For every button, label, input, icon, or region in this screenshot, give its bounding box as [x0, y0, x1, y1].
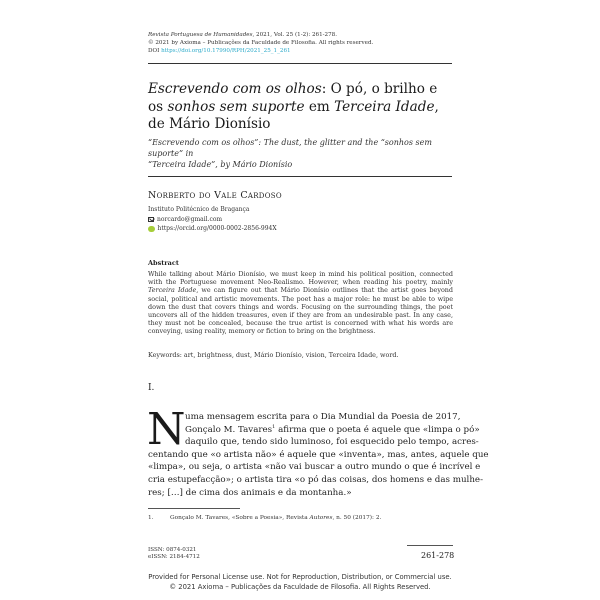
body-line-3: daquilo que, tendo sido luminoso, foi esquecido pelo tempo, acres- — [185, 437, 479, 448]
page-range-divider — [407, 545, 453, 546]
body-line-2b: afirma que o poeta é aquele que «limpa o pó» — [275, 424, 480, 435]
english-title — [148, 137, 453, 170]
english-title-line-1: “Escrevendo com os olhos”: The dust, the glitter and the “sonhos sem suporte” in — [148, 138, 432, 158]
title-part-3: sonhos sem suporte — [167, 98, 305, 115]
orcid-row — [148, 224, 448, 234]
footnote-text-2: Autores — [309, 515, 333, 521]
footnote-number: 1. — [148, 515, 154, 521]
institution: Instituto Politécnico de Bragança — [148, 206, 250, 213]
journal-header — [148, 31, 458, 55]
abstract-text-1: While talking about Mário Dionísio, we must keep in mind his political position, connected with the Portuguese movement Neo-Realismo. However, when reading his poetry, mainly — [148, 270, 453, 287]
footnote-ref[interactable]: 1 — [272, 423, 276, 430]
license-line-1: Provided for Personal License use. Not for Reproduction, Distribution, or Commercial use. — [148, 573, 452, 581]
body-line-1: uma mensagem escrita para o Dia Mundial da Poesia de 2017, — [185, 412, 461, 422]
body-text — [147, 404, 489, 499]
keywords: Keywords: art, brightness, dust, Mário Dionísio, vision, Terceira Idade, word. — [148, 351, 399, 359]
abstract-text — [148, 270, 453, 336]
page-range: 261-278 — [421, 551, 455, 560]
mail-icon — [148, 217, 154, 222]
doi-link[interactable]: https://doi.org/10.17990/RPH/2021_25_1_261 — [161, 48, 291, 54]
author-email[interactable]: norcardo@gmail.com — [157, 215, 223, 223]
doi-line — [148, 47, 458, 55]
issn-block — [148, 547, 200, 562]
doi-label: DOI — [148, 48, 160, 54]
footnote — [148, 515, 381, 521]
abstract-text-2: Terceira Idade — [148, 286, 197, 295]
footnote-text-1: Gonçalo M. Tavares, «Sobre a Poesia», Revista — [170, 515, 310, 521]
english-title-line-2: “Terceira Idade”, by Mário Dionísio — [148, 160, 293, 169]
copyright-line: © 2021 by Axioma – Publicações da Faculdade de Filosofia. All rights reserved. — [148, 40, 374, 46]
body-line-2 — [148, 423, 480, 437]
article-title — [148, 81, 453, 134]
author-orcid[interactable]: https://orcid.org/0000-0002-2856-994X — [157, 225, 277, 232]
abstract-text-3: , we can figure out that Mário Dionísio outlines that the artist goes beyond social, political and artistic movements. The poet has a major role: he must be able to wipe down the dust that covers things and words. Focusing on the surrounding things, the poet uncovers all of the hidden treasures, even if they are from an undesirable past. In any case, they must not be concealed, because the true artist is concerned with what his words are conveying, using reality, memory or fiction to bring on the brightness. — [148, 286, 453, 336]
body-line-6: cria estupefacção»; o artista tira «o pó das coisas, dos homens e das mulhe- — [148, 474, 484, 485]
title-part-1: Escrevendo com os olhos — [148, 81, 322, 97]
drop-cap: N — [147, 404, 186, 455]
body-line-4: centando que «o artista não» é aquele que «inventa», mas, antes, aquele que — [148, 449, 489, 460]
title-part-6: , de Mário Dionísio — [148, 98, 439, 132]
author-affiliation — [148, 205, 448, 234]
title-part-5: Terceira Idade — [334, 98, 435, 115]
issn-print: ISSN: 0874-0321 — [148, 547, 197, 553]
section-number: I. — [148, 383, 155, 393]
abstract-heading: Abstract — [148, 259, 179, 267]
body-line-2a: Gonçalo M. Tavares — [185, 424, 273, 435]
citation-details: , 2021, Vol. 25 (1-2): 261-278. — [252, 32, 338, 38]
license-footer — [0, 572, 600, 592]
title-part-2: : O pó, o brilho e os — [148, 81, 438, 115]
orcid-icon — [148, 226, 155, 233]
email-row — [148, 215, 448, 225]
license-line-2: © 2021 Axioma – Publicações da Faculdade de Filosofia. All Rights Reserved. — [169, 583, 431, 591]
journal-name: Revista Portuguesa de Humanidades — [148, 32, 253, 38]
title-divider — [148, 176, 452, 177]
citation-line — [148, 31, 458, 39]
title-part-4: em — [304, 98, 335, 115]
author-name: Norberto do Vale Cardoso — [148, 190, 282, 201]
footnote-text-3: , n. 50 (2017): 2. — [332, 515, 382, 521]
footnote-divider — [148, 508, 240, 509]
body-line-5: «limpa», ou seja, o artista «não vai buscar a outro mundo o que é incrível e — [148, 462, 481, 473]
header-divider — [148, 63, 452, 64]
issn-electronic: eISSN: 2184-4712 — [148, 554, 200, 561]
body-line-7: res; […] de cima dos animais e da montanha.» — [148, 487, 352, 498]
